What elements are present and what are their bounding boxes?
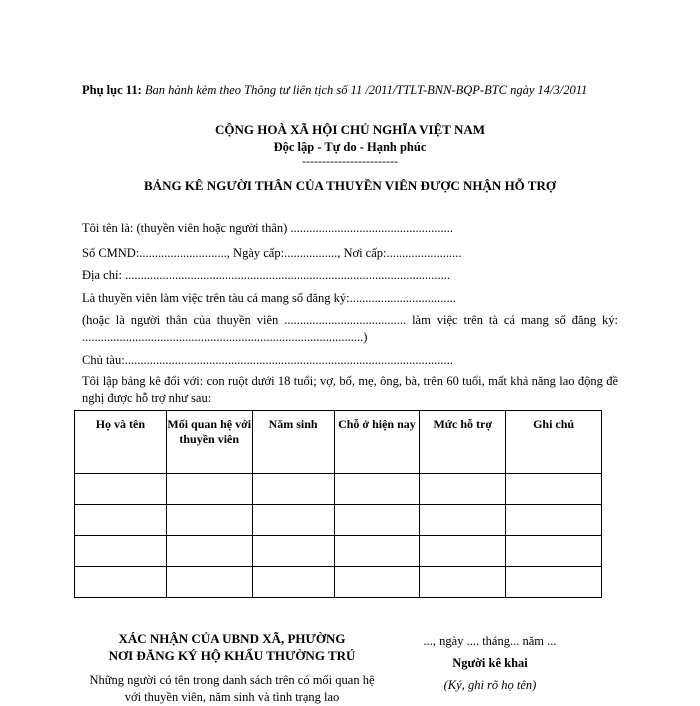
confirmation-title-line: NƠI ĐĂNG KÝ HỘ KHẨU THƯỜNG TRÚ [108,648,356,663]
column-header: Ghi chú [506,411,602,474]
table-cell[interactable] [166,474,252,505]
table-cell[interactable] [166,536,252,567]
field-crew-vessel: Là thuyền viên làm việc trên tàu cá mang số đăng ký:.................................. [82,291,456,305]
table-row [75,567,602,598]
appendix-label: Phụ lục 11: [82,83,142,97]
field-relative: (hoặc là người thân của thuyền viên ....................................... làm việc trên tà cá mang số đăng ký: ..........................................................................................) [82,313,618,344]
signer-label: Người kê khai [452,656,528,670]
signature-note: (Ký, ghi rõ họ tên) [443,678,537,692]
column-header: Năm sinh [252,411,334,474]
column-header: Chỗ ở hiện nay [334,411,420,474]
table-header-row [75,411,602,474]
column-header: Mối quan hệ với thuyền viên [166,411,252,474]
table-cell[interactable] [420,474,506,505]
table-cell[interactable] [506,505,602,536]
field-owner: Chủ tàu:......................................................................................................... [82,353,453,367]
column-header: Mức hỗ trợ [420,411,506,474]
column-header: Họ và tên [75,411,167,474]
table-cell[interactable] [506,567,602,598]
confirmation-body: Những người có tên trong danh sách trên có mối quan hệ với thuyền viên, năm sinh và tình trạng lao [89,673,375,704]
table-cell[interactable] [420,536,506,567]
national-motto: Độc lập - Tự do - Hạnh phúc [273,140,427,154]
header-divider: ------------------------ [302,154,398,168]
table-cell[interactable] [75,474,167,505]
table-cell[interactable] [334,474,420,505]
table-cell[interactable] [166,567,252,598]
confirmation-title [82,630,382,664]
table-cell[interactable] [506,474,602,505]
table-cell[interactable] [75,505,167,536]
table-cell[interactable] [75,567,167,598]
table-row [75,536,602,567]
confirmation-title-line: XÁC NHẬN CỦA UBND XÃ, PHƯỜNG [118,631,346,646]
field-address: Địa chỉ: ........................................................................................................ [82,268,451,282]
table-cell[interactable] [252,505,334,536]
table-cell[interactable] [166,505,252,536]
table-cell[interactable] [420,505,506,536]
appendix-note [82,82,618,99]
table-cell[interactable] [420,567,506,598]
field-name: Tôi tên là: (thuyền viên hoặc người thân) .................................................... [82,221,453,235]
field-id-card: Số CMND:............................, Ngày cấp:................., Nơi cấp:........................ [82,246,462,260]
national-title: CỘNG HOÀ XÃ HỘI CHỦ NGHĨA VIỆT NAM [214,122,486,137]
table-cell[interactable] [252,536,334,567]
table-row [75,474,602,505]
table-cell[interactable] [75,536,167,567]
table-cell[interactable] [334,536,420,567]
table-cell[interactable] [252,474,334,505]
intro-paragraph: Tôi lập bảng kê đối với: con ruột dưới 18 tuổi; vợ, bố, mẹ, ông, bà, trên 60 tuổi, mất khả năng lao động đề nghị được hỗ trợ như sau: [82,374,618,405]
relatives-table [74,410,602,598]
table-cell[interactable] [334,567,420,598]
table-cell[interactable] [334,505,420,536]
table-cell[interactable] [506,536,602,567]
document-title: BẢNG KÊ NGƯỜI THÂN CỦA THUYỀN VIÊN ĐƯỢC NHẬN HỖ TRỢ [144,178,556,193]
date-line: ..., ngày .... tháng... năm ... [423,634,557,648]
appendix-text: Ban hành kèm theo Thông tư liên tịch số 11 /2011/TTLT-BNN-BQP-BTC ngày 14/3/2011 [144,83,588,97]
table-cell[interactable] [252,567,334,598]
table-row [75,505,602,536]
